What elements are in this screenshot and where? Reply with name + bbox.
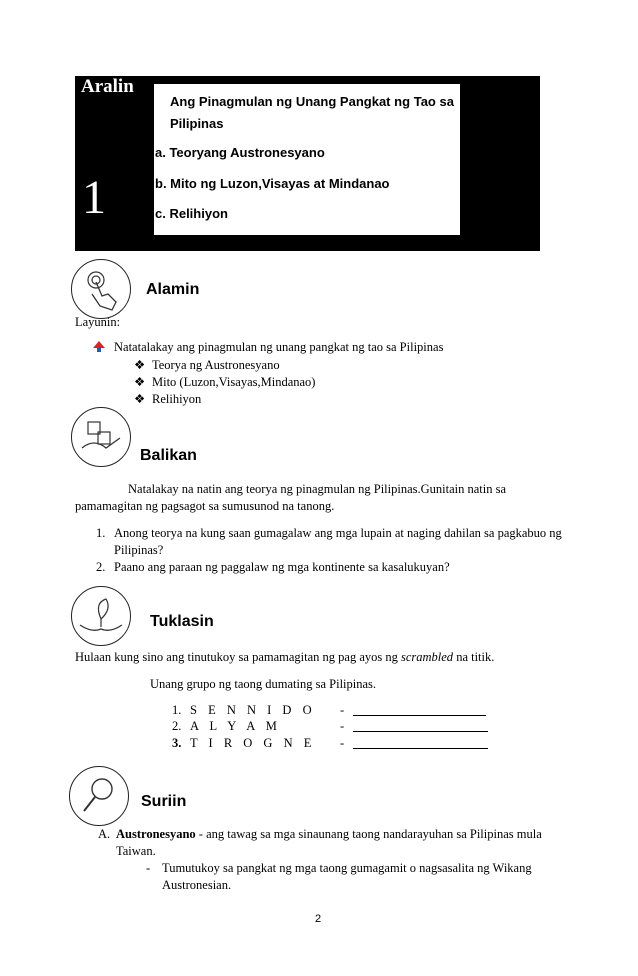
page-number: 2: [315, 913, 322, 925]
suriin-definition-line2: Taiwan.: [116, 844, 156, 858]
question-2-line1: Paano ang paraan ng paggalaw ng mga kontinente sa kasalukuyan?: [114, 560, 450, 574]
suriin-item-label: A.: [98, 827, 111, 841]
balikan-intro-line1: Natalakay na natin ang teorya ng pinagmulan ng Pilipinas.Gunitain natin sa: [128, 482, 507, 496]
magnifying-glass-icon: [69, 766, 129, 826]
question-number: 2.: [96, 560, 106, 574]
suriin-sub-dash: -: [146, 861, 151, 875]
lesson-number: 1: [82, 171, 106, 224]
arrow-bullet-icon: [92, 339, 106, 358]
objective-text: Natatalakay ang pinagmulan ng unang pangkat ng tao sa Pilipinas: [114, 340, 444, 354]
answer-blank-3[interactable]: [353, 748, 488, 749]
lesson-label: Aralin: [81, 76, 134, 97]
answer-dash: -: [340, 719, 345, 733]
lesson-topic-b: b. Mito ng Luzon,Visayas at Mindanao: [155, 176, 390, 191]
diamond-bullet-icon: ❖: [134, 358, 146, 372]
sub-item-teorya: Teorya ng Austronesyano: [152, 358, 280, 372]
layunin-label: Layunin:: [75, 315, 121, 329]
section-title-alamin: Alamin: [146, 281, 200, 298]
scramble-number: 1.: [172, 703, 182, 717]
tuklasin-prompt: Unang grupo ng taong dumating sa Pilipinas.: [150, 677, 377, 691]
suriin-sub-line2: Austronesian.: [162, 878, 232, 892]
answer-blank-1[interactable]: [353, 715, 486, 716]
suriin-definition: Austronesyano - ang tawag sa mga sinaunang taong nandarayuhan sa Pilipinas mula: [116, 827, 542, 841]
scramble-word-3: T I R O G N E: [190, 736, 316, 750]
plant-hands-icon: [71, 586, 131, 646]
lesson-topic-a: a. Teoryang Austronesyano: [155, 145, 325, 160]
sub-item-relihiyon: Relihiyon: [152, 392, 202, 406]
section-title-balikan: Balikan: [140, 447, 197, 464]
question-1-line1: Anong teorya na kung saan gumagalaw ang mga lupain at naging dahilan sa pagkabuo ng: [114, 526, 562, 540]
suriin-term: Austronesyano: [116, 827, 196, 841]
puzzle-hand-icon: [71, 407, 131, 467]
question-number: 1.: [96, 526, 106, 540]
diamond-bullet-icon: ❖: [134, 375, 146, 389]
answer-dash: -: [340, 703, 345, 717]
sub-item-mito: Mito (Luzon,Visayas,Mindanao): [152, 375, 316, 389]
tuklasin-instruction: Hulaan kung sino ang tinutukoy sa pamamagitan ng pag ayos ng scrambled na titik.: [75, 650, 495, 664]
lesson-topic-c: c. Relihiyon: [155, 206, 228, 221]
section-title-suriin: Suriin: [141, 793, 187, 810]
scramble-word-2: A L Y A M: [190, 719, 281, 733]
scramble-number: 3.: [172, 736, 182, 750]
answer-blank-2[interactable]: [353, 731, 488, 732]
section-title-tuklasin: Tuklasin: [150, 613, 214, 630]
balikan-intro-line2: pamamagitan ng pagsagot sa sumusunod na tanong.: [75, 499, 335, 513]
answer-dash: -: [340, 736, 345, 750]
scramble-number: 2.: [172, 719, 182, 733]
scramble-word-1: S E N N I D O: [190, 703, 316, 717]
diamond-bullet-icon: ❖: [134, 392, 146, 406]
pointing-hand-icon: [71, 259, 131, 319]
suriin-sub-line1: Tumutukoy sa pangkat ng mga taong gumagamit o nagsasalita ng Wikang: [162, 861, 532, 875]
lesson-title: Ang Pinagmulan ng Unang Pangkat ng Tao sa Pilipinas: [170, 94, 454, 131]
question-1-line2: Pilipinas?: [114, 543, 164, 557]
